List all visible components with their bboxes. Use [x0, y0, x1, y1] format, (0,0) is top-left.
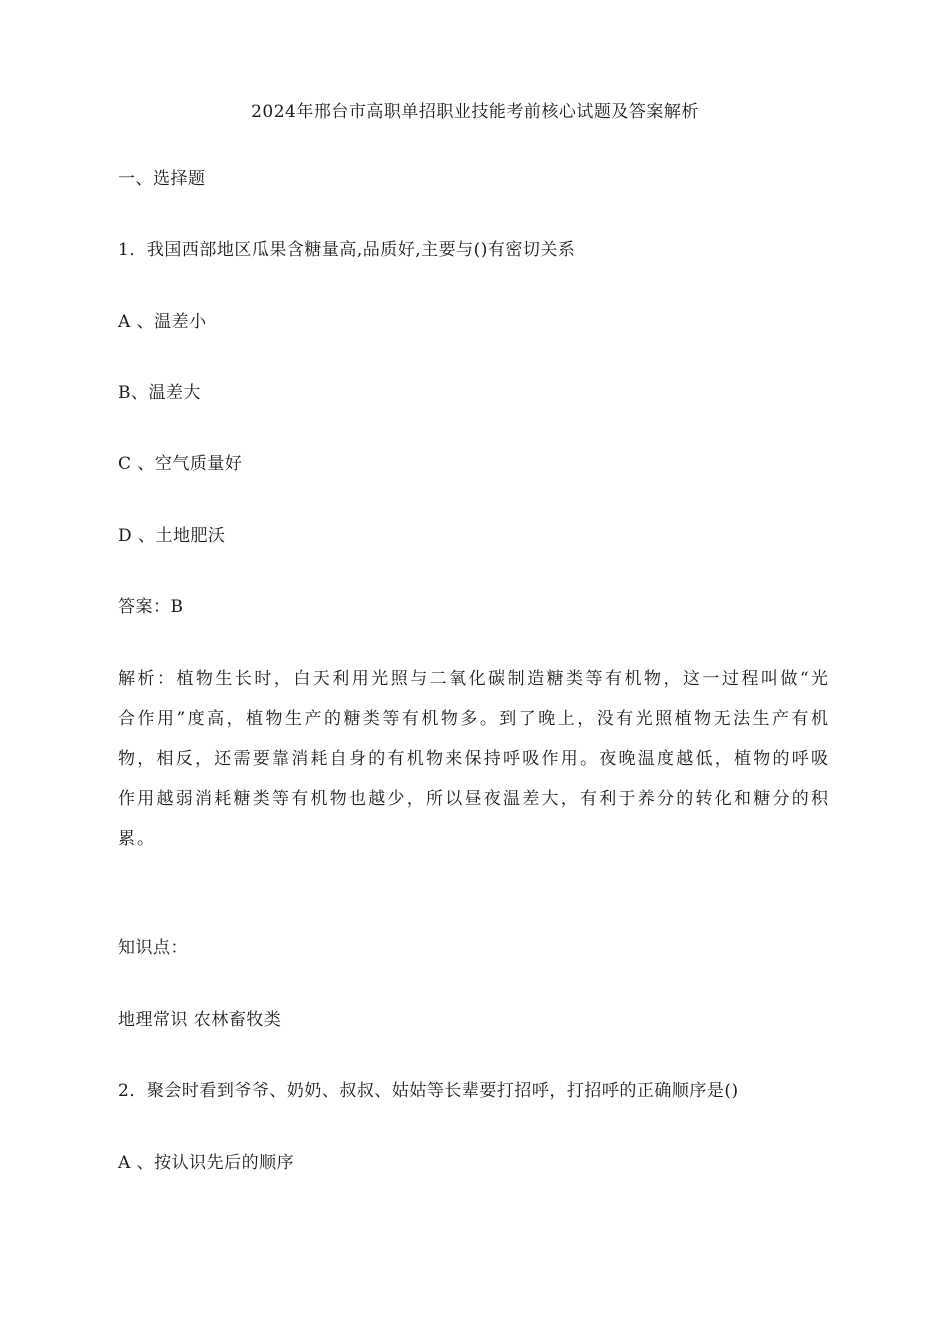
question-1-explanation: 解析：植物生长时，白天利用光照与二氧化碳制造糖类等有机物，这一过程叫做“光合作用”度高，植物生产的糖类等有机物多。到了晚上，没有光照植物无法生产有机物，相反，还需要靠消耗自身的有机物来保持呼吸作用。夜晚温度越低，植物的呼吸作用越弱消耗糖类等有机物也越少，所以昼夜温差大，有利于养分的转化和糖分的积累。 — [118, 669, 830, 849]
question-1-option-a: A 、温差小 — [118, 312, 207, 332]
question-1-option-b: B、温差大 — [118, 383, 201, 403]
question-1-option-d: D 、土地肥沃 — [118, 526, 226, 546]
question-1-knowledge-value: 地理常识 农林畜牧类 — [118, 1010, 282, 1030]
question-1-knowledge-label: 知识点： — [118, 938, 188, 958]
question-1-option-c: C 、空气质量好 — [118, 454, 243, 474]
question-2-stem: 2．聚会时看到爷爷、奶奶、叔叔、姑姑等长辈要打招呼，打招呼的正确顺序是() — [118, 1081, 739, 1101]
question-1-stem: 1．我国西部地区瓜果含糖量高,品质好,主要与()有密切关系 — [118, 240, 576, 260]
section-heading: 一、选择题 — [118, 169, 206, 189]
question-2-option-a: A 、按认识先后的顺序 — [118, 1153, 295, 1173]
question-1-answer: 答案：B — [118, 597, 184, 617]
document-title: 2024年邢台市高职单招职业技能考前核心试题及答案解析 — [251, 102, 699, 122]
